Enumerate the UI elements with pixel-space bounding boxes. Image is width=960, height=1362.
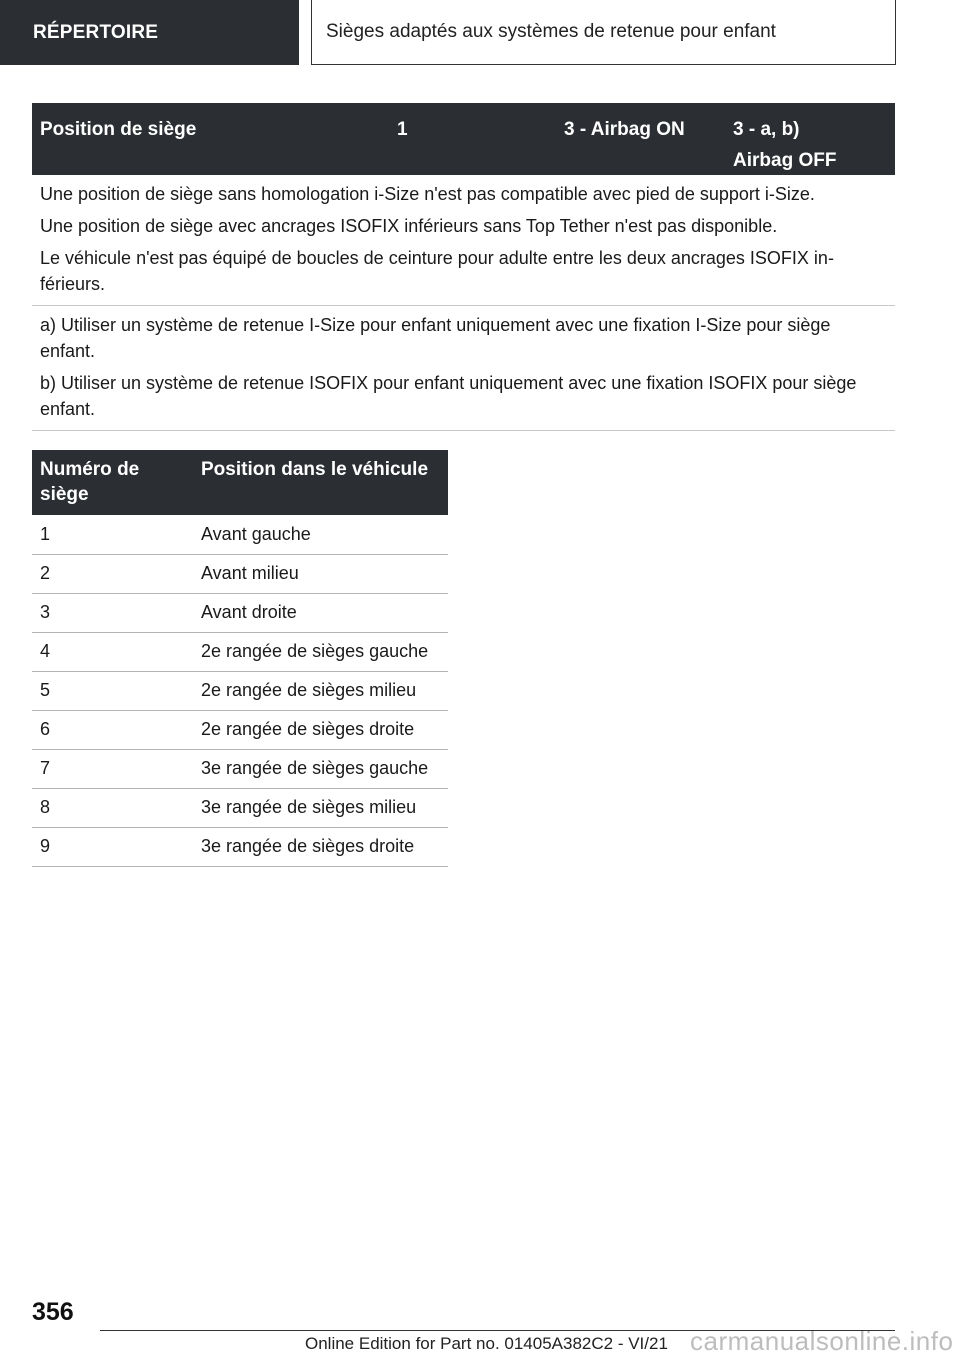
seat-number-table [32, 450, 448, 867]
footnote-a: a) Utiliser un système de retenue I-Size pour enfant uniquement avec une fixation I-Size pour siège enfant. [40, 315, 831, 361]
watermark: carmanualsonline.info [690, 1326, 954, 1356]
seat-location: 2e rangée de sièges milieu [193, 671, 448, 710]
seat-number: 9 [32, 827, 193, 866]
header-seat-1: 1 [397, 119, 408, 140]
seat-location: 2e rangée de sièges gauche [193, 632, 448, 671]
table-row [32, 827, 448, 866]
header-seat-3-airbag-off [733, 114, 836, 176]
seat-number: 3 [32, 593, 193, 632]
seat-location: Avant droite [193, 593, 448, 632]
note-text: Une position de siège sans homologation i-Size n'est pas compatible avec pied de support i-Size. [40, 184, 815, 204]
note-text: Le véhicule n'est pas équipé de boucles de ceinture pour adulte entre les deux ancrages ISOFIX in-férieurs. [40, 248, 834, 294]
seat-position-table [32, 103, 895, 431]
table-row [32, 710, 448, 749]
seat-number: 7 [32, 749, 193, 788]
seat-number: 6 [32, 710, 193, 749]
header-vehicle-position: Position dans le véhicule [193, 450, 448, 515]
header-airbag-off: Airbag OFF [733, 150, 837, 171]
table-row [32, 554, 448, 593]
seat-location: 3e rangée de sièges milieu [193, 788, 448, 827]
seat-location: 3e rangée de sièges gauche [193, 749, 448, 788]
chapter-header [311, 0, 896, 65]
section-tab[interactable] [0, 0, 299, 65]
table-row [32, 671, 448, 710]
seat-location: Avant gauche [193, 515, 448, 554]
seat-location: 3e rangée de sièges droite [193, 827, 448, 866]
page-number: 356 [32, 1298, 74, 1326]
table-row [32, 788, 448, 827]
seat-number: 1 [32, 515, 193, 554]
notes-block-general [32, 175, 895, 306]
seat-position-table-header [32, 103, 895, 175]
header-seat-number: Numéro de siège [32, 450, 193, 515]
table-row [32, 515, 448, 554]
note-text: Une position de siège avec ancrages ISOFIX inférieurs sans Top Tether n'est pas disponible. [40, 216, 778, 236]
seat-location: Avant milieu [193, 554, 448, 593]
notes-block-footnotes [32, 306, 895, 431]
chapter-title: Sièges adaptés aux systèmes de retenue pour enfant [326, 21, 776, 42]
table-row [32, 749, 448, 788]
edition-text: Online Edition for Part no. 01405A382C2 - VI/21 [305, 1334, 668, 1353]
seat-number: 8 [32, 788, 193, 827]
seat-location: 2e rangée de sièges droite [193, 710, 448, 749]
table-row [32, 632, 448, 671]
table-row [32, 593, 448, 632]
header-seat-3-ab: 3 - a, b) [733, 119, 800, 140]
seat-number: 5 [32, 671, 193, 710]
table-header-row [32, 450, 448, 515]
section-label: RÉPERTOIRE [33, 21, 159, 43]
seat-number: 2 [32, 554, 193, 593]
header-seat-position: Position de siège [40, 119, 197, 140]
seat-number: 4 [32, 632, 193, 671]
footnote-b: b) Utiliser un système de retenue ISOFIX pour enfant uniquement avec une fixation ISOFIX pour siège enfant. [40, 373, 857, 419]
header-seat-3-airbag-on: 3 - Airbag ON [564, 119, 685, 140]
